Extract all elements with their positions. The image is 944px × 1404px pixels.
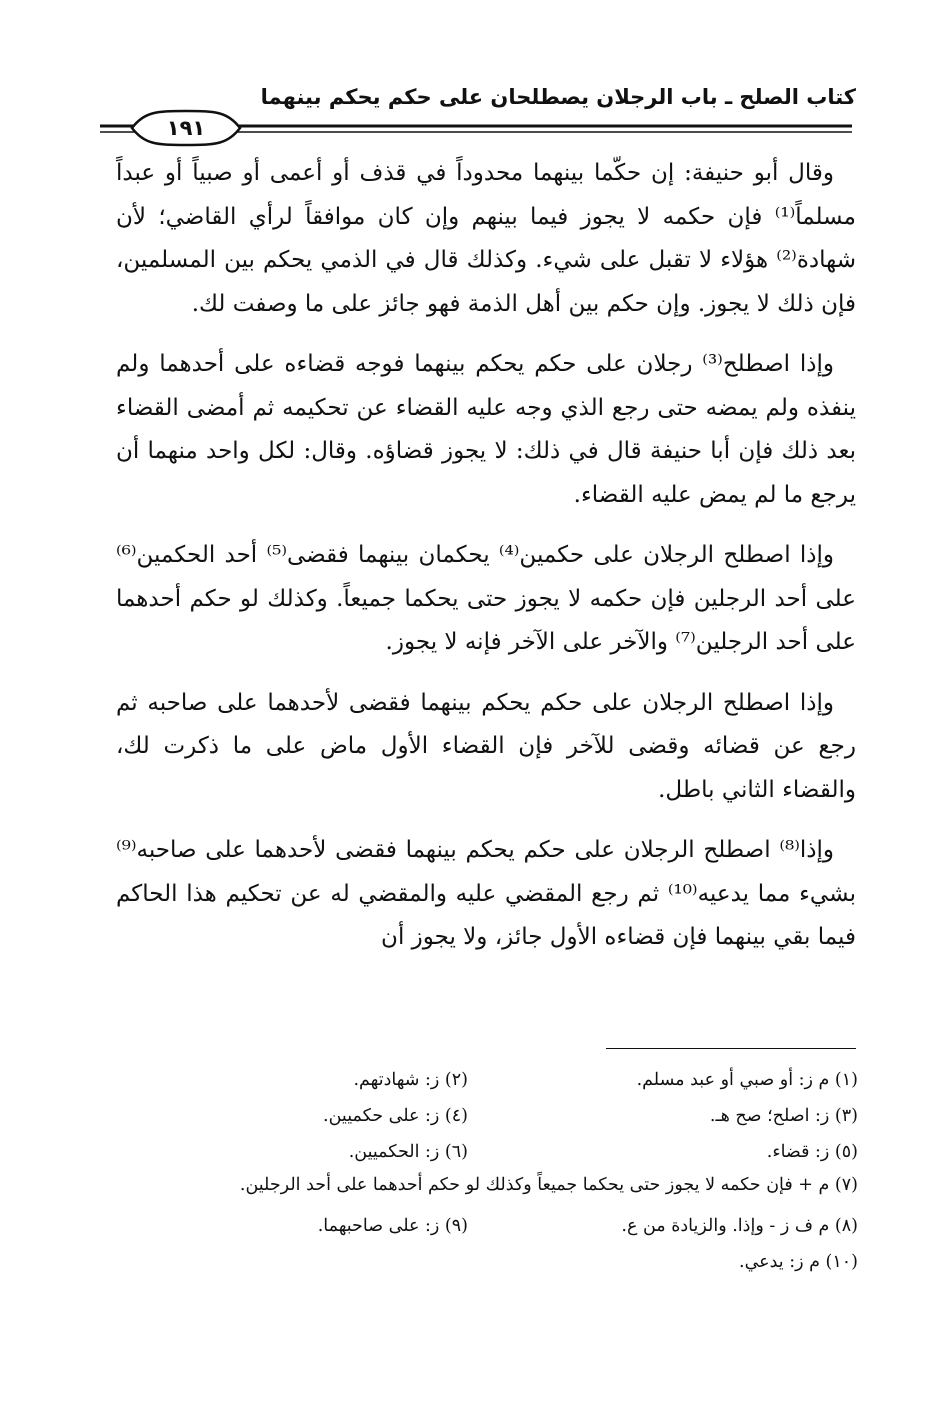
page-number: ١٩١: [166, 116, 206, 140]
footnote-7: (٧) م + فإن حكمه لا يجوز حتى يحكما جميعاً وكذلك لو حكم أحدهما على أحد الرجلين.: [239, 1175, 858, 1195]
footnotes: [114, 1062, 858, 1280]
footnote-2: (٢) ز: شهادتهم.: [353, 1070, 468, 1090]
footnote-row: [114, 1244, 858, 1280]
paragraph: وإذا اصطلح⁽³⁾ رجلان على حكم يحكم بينهما فوجه قضاءه على أحدهما ولم ينفذه ولم يمضه حتى رجع الذي وجه عليه القضاء عن تحكيمه ثم أمضى القضاء بعد ذلك فإن أبا حنيفة قال في ذلك: لا يجوز قضاؤه. وقال: لكل واحد منهما أن يرجع ما لم يمض عليه القضاء.: [116, 351, 856, 508]
main-text: [116, 152, 856, 977]
footnote-5: (٥) ز: قضاء.: [766, 1142, 858, 1162]
footnote-6: (٦) ز: الحكميين.: [348, 1142, 468, 1162]
footnote-row: [114, 1134, 858, 1170]
footnote-8: (٨) م ف ز - وإذا. والزيادة من ع.: [621, 1216, 858, 1236]
running-title: كتاب الصلح ـ باب الرجلان يصطلحان على حكم يحكم بينهما: [260, 85, 856, 109]
footnote-row: [114, 1098, 858, 1134]
paragraph: وإذا⁽⁸⁾ اصطلح الرجلان على حكم يحكم بينهما فقضى لأحدهما على صاحبه⁽⁹⁾ بشيء مما يدعيه⁽¹⁰⁾ ثم رجع المقضي عليه والمقضي له عن تحكيم هذا الحاكم فيما بقي بينهما فإن قضاءه الأول جائز، ولا يجوز أن: [116, 837, 856, 950]
footnote-9: (٩) ز: على صاحبهما.: [317, 1216, 468, 1236]
paragraph: وإذا اصطلح الرجلان على حكم يحكم بينهما فقضى لأحدهما على صاحبه ثم رجع عن قضائه وقضى للآخر فإن القضاء الأول ماض على ما ذكرت لك، والقضاء الثاني باطل.: [116, 689, 856, 803]
paragraph: وإذا اصطلح الرجلان على حكمين⁽⁴⁾ يحكمان بينهما فقضى⁽⁵⁾ أحد الحكمين⁽⁶⁾ على أحد الرجلين فإن حكمه لا يجوز حتى يحكما جميعاً. وكذلك لو حكم أحدهما على أحد الرجلين⁽⁷⁾ والآخر على الآخر فإنه لا يجوز.: [116, 542, 856, 655]
footnote-row: [114, 1062, 858, 1098]
footnote-row: [114, 1208, 858, 1244]
footnote-rule: [606, 1048, 856, 1049]
footnote-4: (٤) ز: على حكميين.: [323, 1106, 468, 1126]
footnote-1: (١) م ز: أو صبي أو عبد مسلم.: [636, 1070, 858, 1090]
paragraph: وقال أبو حنيفة: إن حكّما بينهما محدوداً في قذف أو أعمى أو صبياً أو عبداً مسلماً⁽¹⁾ فإن حكمه لا يجوز فيما بينهم وإن كان موافقاً لرأي القاضي؛ لأن شهادة⁽²⁾ هؤلاء لا تقبل على شيء. وكذلك قال في الذمي يحكم بين المسلمين، فإن ذلك لا يجوز. وإن حكم بين أهل الذمة فهو جائز على ما وصفت لك.: [116, 160, 856, 317]
footnote-10: (١٠) م ز: يدعي.: [739, 1252, 858, 1272]
footnote-3: (٣) ز: اصلح؛ صح هـ.: [709, 1106, 858, 1126]
